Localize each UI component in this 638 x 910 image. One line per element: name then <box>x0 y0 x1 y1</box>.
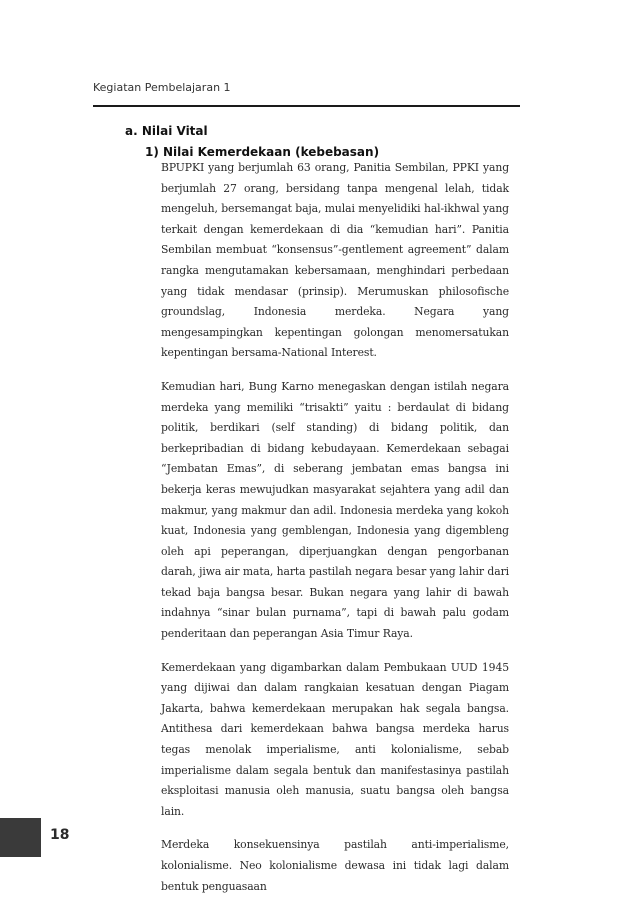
section-heading: a. Nilai Vital <box>125 124 208 138</box>
paragraph: Kemerdekaan yang digambarkan dalam Pembukaan UUD 1945 yang dijiwai dan dalam rangkaian kesatuan dengan Piagam Jakarta, bahwa kemerdekaan merupakan hak segala bangsa. Antithesa dari kemerdekaan bahwa bangsa merdeka harus tegas menolak imperialisme, anti kolonialisme, sebab imperialisme dalam segala bentuk dan manifestasinya pastilah eksploitasi manusia oleh manusia, suatu bangsa oleh bangsa lain. <box>161 660 509 818</box>
running-header: Kegiatan Pembelajaran 1 <box>93 81 231 94</box>
paragraph: Kemudian hari, Bung Karno menegaskan dengan istilah negara merdeka yang memiliki “trisakti” yaitu : berdaulat di bidang politik, berdikari (self standing) di bidang politik, dan berkepribadian di bidang kebudayaan. Kemerdekaan sebagai “Jembatan Emas”, di seberang jembatan emas bangsa ini bekerja keras mewujudkan masyarakat sejahtera yang adil dan makmur, yang makmur dan adil. Indonesia merdeka yang kokoh kuat, Indonesia yang gemblengan, Indonesia yang digembleng oleh api peperangan, diperjuangkan dengan pengorbanan darah, jiwa air mata, harta pastilah negara besar yang lahir dari tekad baja bangsa besar. Bukan negara yang lahir di bawah indahnya “sinar bulan purnama”, tapi di bawah palu godam penderitaan dan peperangan Asia Timur Raya. <box>161 379 509 641</box>
body-text <box>161 158 509 910</box>
page-number-badge <box>0 818 41 857</box>
paragraph: Merdeka konsekuensinya pastilah anti-imperialisme, kolonialisme. Neo kolonialisme dewasa ini tidak lagi dalam bentuk penguasaan <box>161 838 509 893</box>
subsection-heading: 1) Nilai Kemerdekaan (kebebasan) <box>145 145 380 159</box>
page-number: 18 <box>50 827 70 843</box>
header-rule <box>93 105 520 107</box>
paragraph: BPUPKI yang berjumlah 63 orang, Panitia Sembilan, PPKI yang berjumlah 27 orang, bersidang tanpa mengenal lelah, tidak mengeluh, bersemangat baja, mulai menyelidiki hal-ikhwal yang terkait dengan kemerdekaan di dia “kemudian hari”. Panitia Sembilan membuat “konsensus”-gentlement agreement” dalam rangka mengutamakan kebersamaan, menghindari perbedaan yang tidak mendasar (prinsip). Merumuskan philosofische groundslag, Indonesia merdeka. Negara yang mengesampingkan kepentingan golongan menomersatukan kepentingan bersama-National Interest. <box>161 161 509 360</box>
